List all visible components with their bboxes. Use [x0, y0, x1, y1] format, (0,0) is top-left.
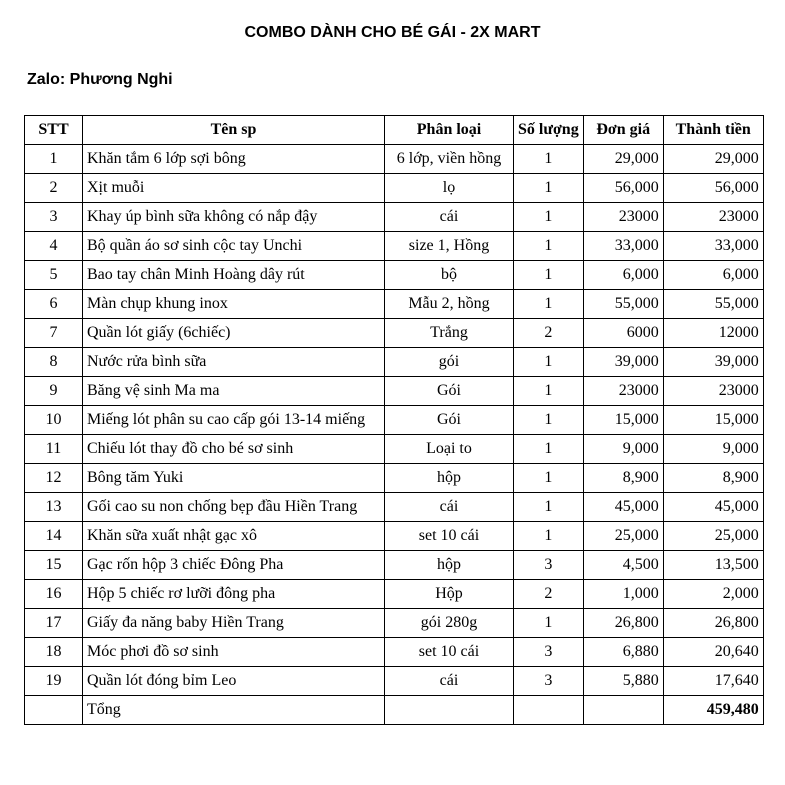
row-price: 56,000	[583, 174, 663, 203]
row-name: Miếng lót phân su cao cấp gói 13-14 miếng	[83, 406, 385, 435]
row-name: Bao tay chân Minh Hoàng dây rút	[83, 261, 385, 290]
row-category: cái	[385, 667, 514, 696]
row-qty: 1	[514, 203, 584, 232]
row-name: Quần lót giấy (6chiếc)	[83, 319, 385, 348]
table-row	[25, 377, 764, 406]
row-name: Hộp 5 chiếc rơ lưỡi đông pha	[83, 580, 385, 609]
row-price: 1,000	[583, 580, 663, 609]
row-name: Nước rửa bình sữa	[83, 348, 385, 377]
row-category: cái	[385, 203, 514, 232]
row-stt: 7	[25, 319, 83, 348]
header-price: Đơn giá	[583, 116, 663, 145]
row-qty: 1	[514, 435, 584, 464]
row-stt: 17	[25, 609, 83, 638]
table-row	[25, 406, 764, 435]
row-stt: 2	[25, 174, 83, 203]
table-row	[25, 261, 764, 290]
footer-empty-cell	[583, 696, 663, 725]
row-stt: 4	[25, 232, 83, 261]
header-name: Tên sp	[83, 116, 385, 145]
row-stt: 9	[25, 377, 83, 406]
row-stt: 5	[25, 261, 83, 290]
row-price: 9,000	[583, 435, 663, 464]
row-name: Khăn sữa xuất nhật gạc xô	[83, 522, 385, 551]
row-price: 25,000	[583, 522, 663, 551]
row-qty: 1	[514, 174, 584, 203]
row-name: Móc phơi đồ sơ sinh	[83, 638, 385, 667]
row-stt: 15	[25, 551, 83, 580]
table-footer	[25, 696, 764, 725]
row-name: Khay úp bình sữa không có nắp đậy	[83, 203, 385, 232]
row-qty: 1	[514, 377, 584, 406]
row-qty: 1	[514, 145, 584, 174]
footer-empty-cell	[514, 696, 584, 725]
table-row	[25, 522, 764, 551]
header-qty: Số lượng	[514, 116, 584, 145]
row-category: Mẫu 2, hồng	[385, 290, 514, 319]
row-qty: 1	[514, 232, 584, 261]
table-row	[25, 145, 764, 174]
row-category: gói 280g	[385, 609, 514, 638]
row-total: 23000	[663, 377, 763, 406]
total-row	[25, 696, 764, 725]
row-stt: 12	[25, 464, 83, 493]
row-total: 55,000	[663, 290, 763, 319]
row-total: 13,500	[663, 551, 763, 580]
row-stt: 11	[25, 435, 83, 464]
table-row	[25, 319, 764, 348]
row-total: 25,000	[663, 522, 763, 551]
table-row	[25, 667, 764, 696]
row-name: Gối cao su non chống bẹp đầu Hiền Trang	[83, 493, 385, 522]
row-price: 6000	[583, 319, 663, 348]
row-name: Chiếu lót thay đồ cho bé sơ sinh	[83, 435, 385, 464]
table-row	[25, 580, 764, 609]
row-qty: 3	[514, 638, 584, 667]
row-stt: 8	[25, 348, 83, 377]
row-name: Xịt muỗi	[83, 174, 385, 203]
row-category: Gói	[385, 377, 514, 406]
footer-empty-cell	[385, 696, 514, 725]
row-category: set 10 cái	[385, 638, 514, 667]
row-total: 6,000	[663, 261, 763, 290]
row-category: bộ	[385, 261, 514, 290]
row-total: 12000	[663, 319, 763, 348]
table-row	[25, 290, 764, 319]
grand-total-value: 459,480	[663, 696, 763, 725]
header-stt: STT	[25, 116, 83, 145]
row-qty: 1	[514, 609, 584, 638]
row-category: gói	[385, 348, 514, 377]
row-name: Màn chụp khung inox	[83, 290, 385, 319]
row-category: size 1, Hồng	[385, 232, 514, 261]
row-total: 45,000	[663, 493, 763, 522]
row-name: Bông tăm Yuki	[83, 464, 385, 493]
row-total: 9,000	[663, 435, 763, 464]
row-total: 23000	[663, 203, 763, 232]
row-total: 39,000	[663, 348, 763, 377]
table-row	[25, 174, 764, 203]
row-qty: 1	[514, 261, 584, 290]
product-table	[24, 115, 764, 725]
row-price: 23000	[583, 377, 663, 406]
footer-label: Tổng	[83, 696, 385, 725]
row-total: 17,640	[663, 667, 763, 696]
table-row	[25, 348, 764, 377]
row-name: Gạc rốn hộp 3 chiếc Đông Pha	[83, 551, 385, 580]
header-total: Thành tiền	[663, 116, 763, 145]
table-row	[25, 493, 764, 522]
row-stt: 13	[25, 493, 83, 522]
row-name: Quần lót đóng bỉm Leo	[83, 667, 385, 696]
row-price: 8,900	[583, 464, 663, 493]
row-name: Băng vệ sinh Ma ma	[83, 377, 385, 406]
row-price: 5,880	[583, 667, 663, 696]
row-category: Loại to	[385, 435, 514, 464]
row-price: 15,000	[583, 406, 663, 435]
row-category: 6 lớp, viền hồng	[385, 145, 514, 174]
row-price: 26,800	[583, 609, 663, 638]
row-category: Gói	[385, 406, 514, 435]
row-qty: 1	[514, 348, 584, 377]
row-category: hộp	[385, 464, 514, 493]
row-name: Bộ quần áo sơ sinh cộc tay Unchi	[83, 232, 385, 261]
row-price: 4,500	[583, 551, 663, 580]
row-qty: 3	[514, 667, 584, 696]
contact-label: Zalo: Phương Nghi	[27, 71, 173, 88]
row-category: lọ	[385, 174, 514, 203]
row-price: 6,880	[583, 638, 663, 667]
row-stt: 16	[25, 580, 83, 609]
table-row	[25, 638, 764, 667]
row-total: 56,000	[663, 174, 763, 203]
row-qty: 1	[514, 493, 584, 522]
row-price: 45,000	[583, 493, 663, 522]
row-stt: 1	[25, 145, 83, 174]
row-qty: 1	[514, 464, 584, 493]
row-total: 2,000	[663, 580, 763, 609]
row-total: 8,900	[663, 464, 763, 493]
row-category: cái	[385, 493, 514, 522]
footer-empty-cell	[25, 696, 83, 725]
table-row	[25, 551, 764, 580]
row-category: Trắng	[385, 319, 514, 348]
row-qty: 1	[514, 290, 584, 319]
row-price: 33,000	[583, 232, 663, 261]
table-header	[25, 116, 764, 145]
row-price: 23000	[583, 203, 663, 232]
row-total: 29,000	[663, 145, 763, 174]
row-total: 33,000	[663, 232, 763, 261]
row-name: Giấy đa năng baby Hiền Trang	[83, 609, 385, 638]
row-qty: 1	[514, 406, 584, 435]
table-row	[25, 435, 764, 464]
row-price: 55,000	[583, 290, 663, 319]
table-row	[25, 232, 764, 261]
row-total: 15,000	[663, 406, 763, 435]
row-stt: 19	[25, 667, 83, 696]
row-category: set 10 cái	[385, 522, 514, 551]
header-row	[25, 116, 764, 145]
header-category: Phân loại	[385, 116, 514, 145]
table-row	[25, 609, 764, 638]
row-category: Hộp	[385, 580, 514, 609]
row-stt: 14	[25, 522, 83, 551]
row-price: 29,000	[583, 145, 663, 174]
page-title: COMBO DÀNH CHO BÉ GÁI - 2X MART	[244, 24, 541, 41]
row-category: hộp	[385, 551, 514, 580]
row-qty: 1	[514, 522, 584, 551]
table-row	[25, 464, 764, 493]
table-row	[25, 203, 764, 232]
row-stt: 6	[25, 290, 83, 319]
row-price: 6,000	[583, 261, 663, 290]
row-total: 26,800	[663, 609, 763, 638]
row-stt: 3	[25, 203, 83, 232]
row-qty: 2	[514, 319, 584, 348]
row-price: 39,000	[583, 348, 663, 377]
table-body	[25, 145, 764, 696]
row-stt: 10	[25, 406, 83, 435]
row-qty: 2	[514, 580, 584, 609]
row-total: 20,640	[663, 638, 763, 667]
row-name: Khăn tắm 6 lớp sợi bông	[83, 145, 385, 174]
row-qty: 3	[514, 551, 584, 580]
row-stt: 18	[25, 638, 83, 667]
